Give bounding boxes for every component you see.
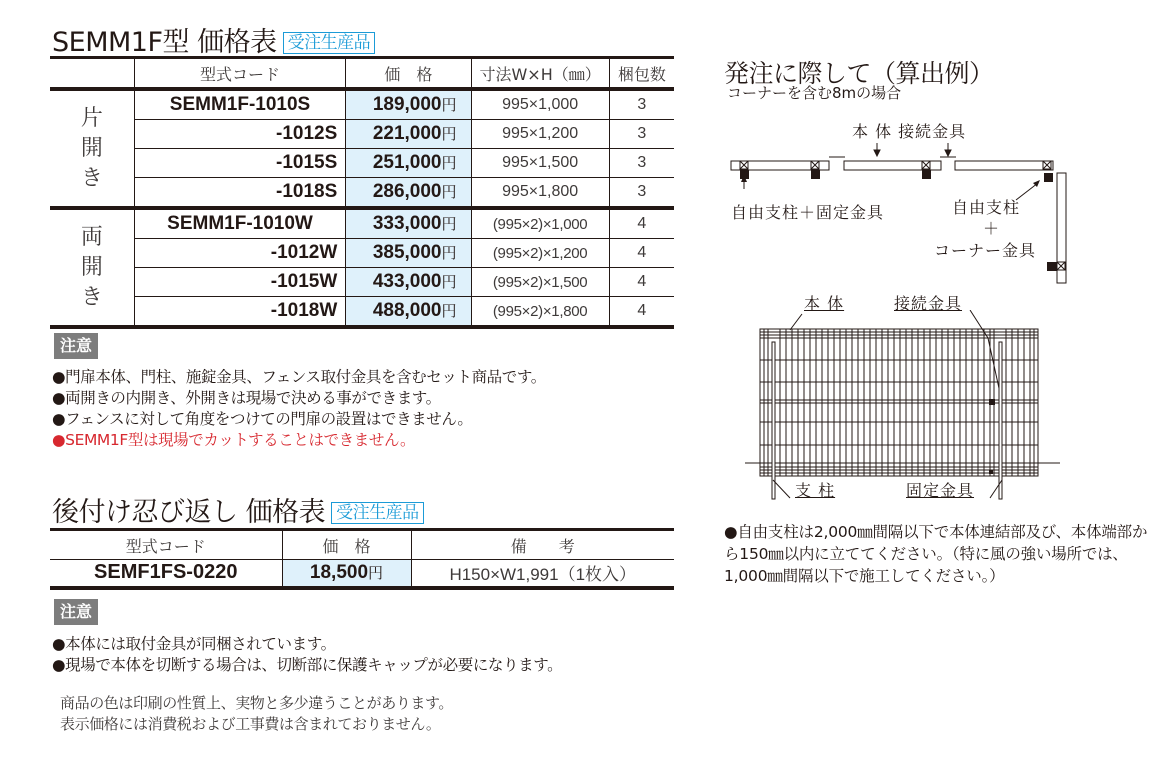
table-row: [50, 268, 674, 297]
note-item: ●両開きの内開き、外開きは現場で決める事ができます。: [52, 389, 441, 407]
label-free-post: 自由支柱: [952, 198, 1021, 217]
price-cell: 18,500円: [282, 560, 411, 588]
note-item: ●門扉本体、門柱、施錠金具、フェンス取付金具を含むセット商品です。: [52, 368, 546, 386]
group-header-cell: [50, 58, 134, 90]
model-code: -1012S: [134, 120, 346, 149]
section1-title-text: SEMM1F型 価格表: [52, 27, 277, 58]
warning-note: ●SEMM1F型は現場でカットすることはできません。: [52, 431, 416, 449]
label-free-post-fixed-bracket: 自由支柱＋固定金具: [731, 203, 885, 222]
group-label-double-swing: 両 開 き: [50, 208, 134, 327]
label-corner-bracket: コーナー金具: [934, 241, 1037, 260]
price-cell: 221,000円: [346, 120, 471, 149]
fence-elevation-diagram: [740, 310, 1060, 500]
model-code: -1018S: [134, 178, 346, 209]
dimensions: 995×1,500: [471, 149, 609, 178]
caution-tag: 注意: [54, 599, 98, 625]
price-cell: 433,000円: [346, 268, 471, 297]
section2-title-text: 後付け忍び返し 価格表: [52, 497, 326, 528]
table-row: [50, 239, 674, 268]
section1-title: [52, 20, 375, 59]
caution-tag: 注意: [54, 333, 98, 359]
dimensions: (995×2)×1,500: [471, 268, 609, 297]
price-cell: 385,000円: [346, 239, 471, 268]
table-header-row: [50, 58, 674, 90]
table-row: [50, 178, 674, 209]
section2-title: [52, 490, 424, 529]
header-package-count: 梱包数: [609, 58, 674, 90]
model-code: -1015W: [134, 268, 346, 297]
label-fixed-bracket: 固定金具: [906, 481, 975, 500]
remarks: H150×W1,991（1枚入）: [411, 560, 674, 588]
header-model-code: 型式コード: [125, 536, 206, 556]
package-count: 3: [609, 120, 674, 149]
dimensions: (995×2)×1,200: [471, 239, 609, 268]
header-dimensions: 寸法W×H（㎜）: [471, 58, 609, 90]
package-count: 4: [609, 239, 674, 268]
model-code: SEMF1FS-0220: [94, 561, 238, 584]
package-count: 3: [609, 149, 674, 178]
section1-notes: [52, 367, 546, 451]
post-spacing-note: ●自由支柱は2,000㎜間隔以下で本体連結部及び、本体端部から150㎜以内に立ててください。（特に風の強い場所では、1,000㎜間隔以下で施工してください。）: [724, 523, 1148, 585]
made-to-order-badge: 受注生産品: [283, 32, 376, 54]
header-remarks: 備 考: [411, 530, 674, 560]
model-code: SEMM1F-1010S: [134, 89, 346, 120]
label-post: 支 柱: [795, 481, 836, 500]
model-code: -1012W: [134, 239, 346, 268]
table-row: [50, 297, 674, 328]
model-code: -1015S: [134, 149, 346, 178]
dimensions: 995×1,800: [471, 178, 609, 209]
note-item: ●現場で本体を切断する場合は、切断部に保護キャップが必要になります。: [52, 656, 563, 674]
label-connector: 接続金具: [894, 294, 963, 313]
price-cell: 333,000円: [346, 208, 471, 239]
model-code: SEMM1F-1010W: [134, 208, 346, 239]
note-item: ●フェンスに対して角度をつけての門扉の設置はできません。: [52, 410, 473, 428]
semm1f-price-table: [50, 56, 674, 329]
header-price: 価 格: [346, 58, 471, 90]
dimensions: 995×1,200: [471, 120, 609, 149]
order-example-subtitle: コーナーを含む8mの場合: [727, 84, 902, 102]
label-plus: ＋: [983, 219, 1001, 238]
made-to-order-badge: 受注生産品: [331, 502, 424, 524]
price-cell: 251,000円: [346, 149, 471, 178]
disclaimer: [60, 693, 453, 735]
package-count: 3: [609, 89, 674, 120]
table-header-row: [50, 530, 674, 560]
package-count: 4: [609, 268, 674, 297]
label-body: 本 体: [804, 294, 845, 313]
table-row: [50, 89, 674, 120]
dimensions: 995×1,000: [471, 89, 609, 120]
table-row: [50, 560, 674, 588]
package-count: 4: [609, 297, 674, 328]
price-cell: 286,000円: [346, 178, 471, 209]
model-code: -1018W: [134, 297, 346, 328]
label-body-connector: 本 体 接続金具: [852, 122, 967, 141]
dimensions: (995×2)×1,000: [471, 208, 609, 239]
price-cell: 189,000円: [346, 89, 471, 120]
order-example-title: 発注に際して（算出例）: [724, 59, 994, 88]
price-cell: 488,000円: [346, 297, 471, 328]
table-row: [50, 208, 674, 239]
package-count: 3: [609, 178, 674, 209]
dimensions: (995×2)×1,800: [471, 297, 609, 328]
anti-climb-price-table: [50, 528, 674, 590]
disclaimer-line: 商品の色は印刷の性質上、実物と多少違うことがあります。: [60, 694, 454, 712]
package-count: 4: [609, 208, 674, 239]
note-item: ●本体には取付金具が同梱されています。: [52, 635, 336, 653]
header-model-code: 型式コード: [134, 58, 346, 90]
table-row: [50, 149, 674, 178]
group-label-single-swing: 片 開 き: [50, 89, 134, 208]
disclaimer-line: 表示価格には消費税および工事費は含まれておりません。: [60, 715, 441, 733]
header-price: 価 格: [282, 530, 411, 560]
table-row: [50, 120, 674, 149]
section2-notes: [52, 634, 562, 676]
